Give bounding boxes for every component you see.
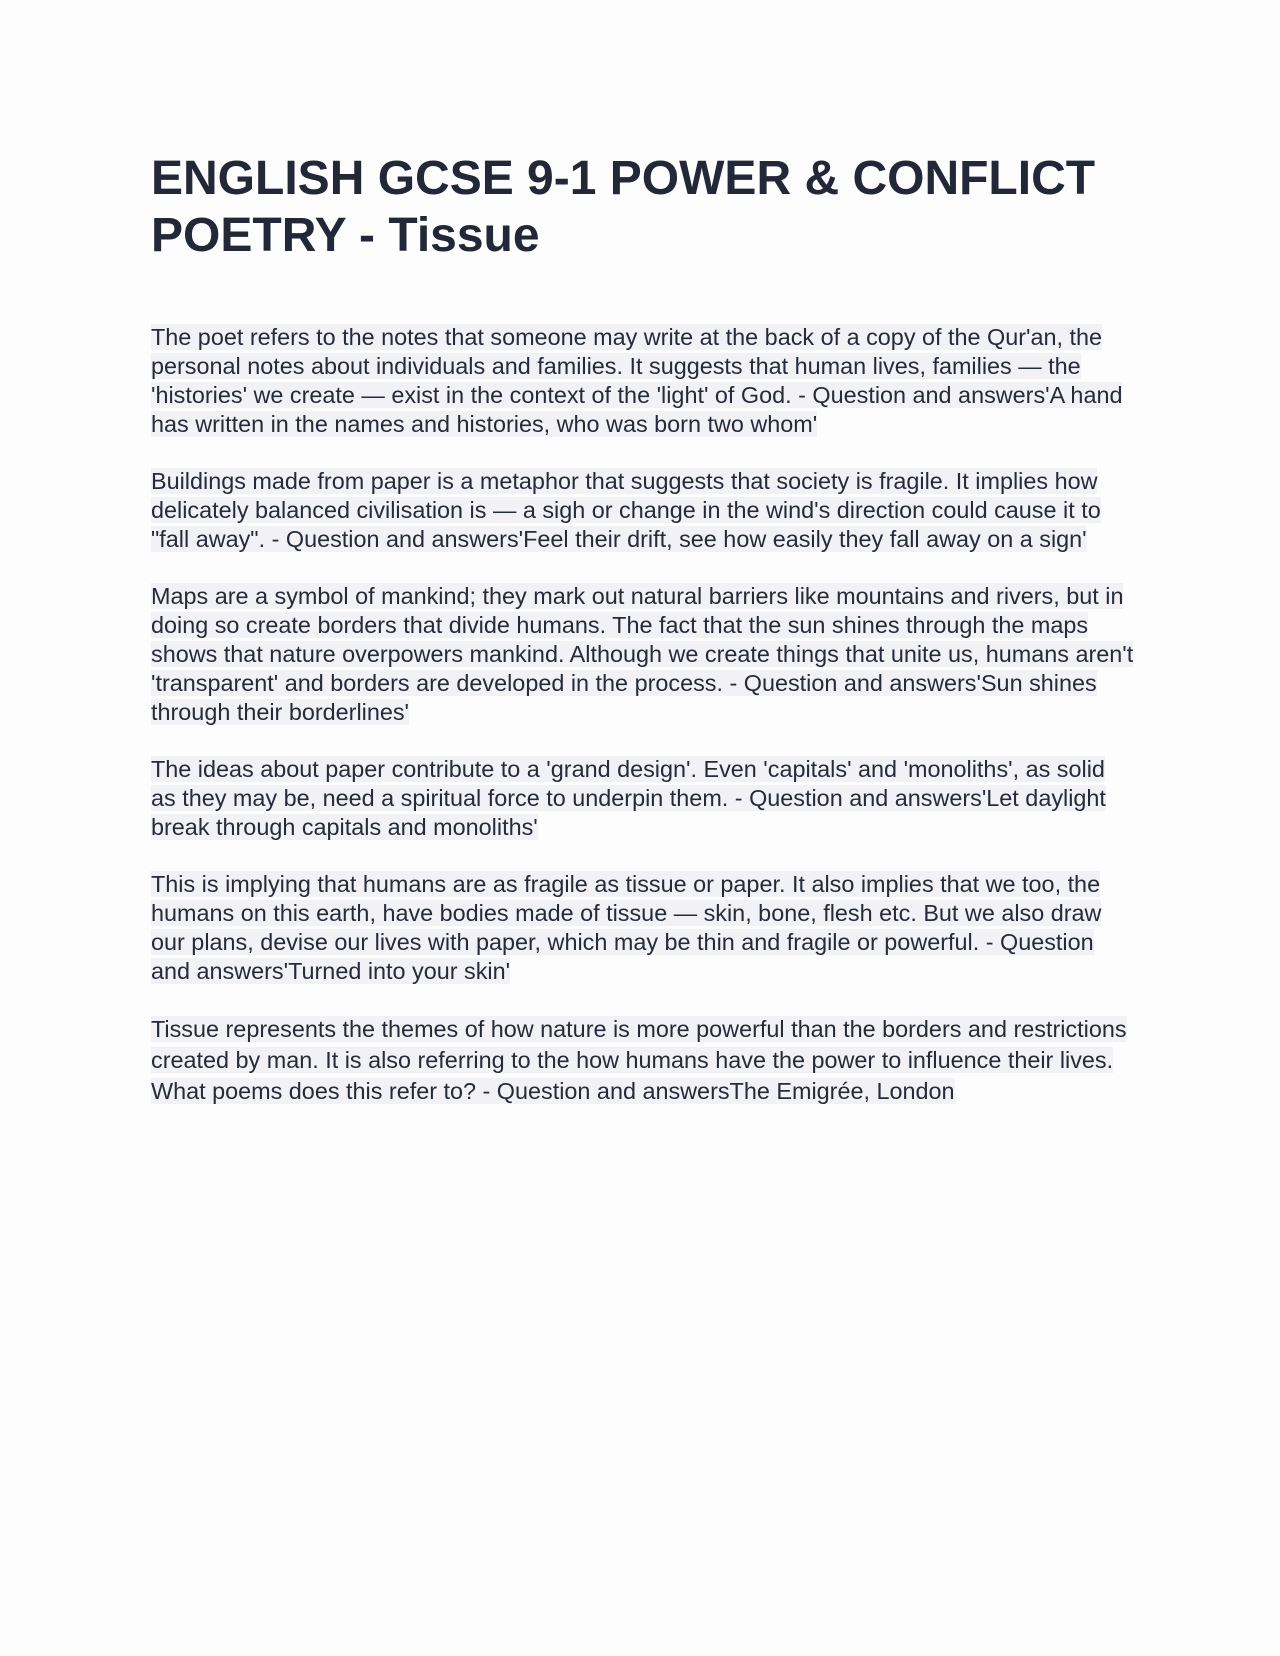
- paragraph-3-text: Maps are a symbol of mankind; they mark out natural barriers like mountains and rivers, but in doing so create borders that divide humans. The fact that the sun shines through the maps shows that nature overpowers mankind. Although we create things that unite us, humans aren't 'transparent' and borders are developed in the process. - Question and answers'Sun shines through their borderlines': [151, 583, 1134, 725]
- document-body: [151, 323, 1136, 1107]
- paragraph-2-text: Buildings made from paper is a metaphor that suggests that society is fragile. It implies how delicately balanced civilisation is — a sigh or change in the wind's direction could cause it to "fall away". - Question and answers'Feel their drift, see how easily they fall away on a sign': [151, 468, 1101, 552]
- paragraph-2: [151, 467, 1136, 554]
- paragraph-4: [151, 755, 1136, 842]
- document-page: [151, 150, 1136, 1135]
- paragraph-6-text: Tissue represents the themes of how nature is more powerful than the borders and restrictions created by man. It is also referring to the how humans have the power to influence their lives. What poems does this refer to? - Question and answersThe Emigrée, London: [151, 1016, 1127, 1104]
- document-title: ENGLISH GCSE 9-1 POWER & CONFLICT POETRY - Tissue: [151, 152, 1096, 262]
- paragraph-5: [151, 870, 1136, 986]
- paragraph-1: [151, 323, 1136, 439]
- paragraph-3: [151, 582, 1136, 727]
- paragraph-5-text: This is implying that humans are as fragile as tissue or paper. It also implies that we too, the humans on this earth, have bodies made of tissue — skin, bone, flesh etc. But we also draw our plans, devise our lives with paper, which may be thin and fragile or powerful. - Question and answers'Turned into your skin': [151, 871, 1102, 984]
- paragraph-6: [151, 1014, 1136, 1107]
- paragraph-1-text: The poet refers to the notes that someone may write at the back of a copy of the Qur'an, the personal notes about individuals and families. It suggests that human lives, families — the 'histories' we create — exist in the context of the 'light' of God. - Question and answers'A hand has written in the names and histories, who was born two whom': [151, 324, 1123, 437]
- paragraph-4-text: The ideas about paper contribute to a 'grand design'. Even 'capitals' and 'monoliths', as solid as they may be, need a spiritual force to underpin them. - Question and answers'Let daylight break through capitals and monoliths': [151, 756, 1106, 840]
